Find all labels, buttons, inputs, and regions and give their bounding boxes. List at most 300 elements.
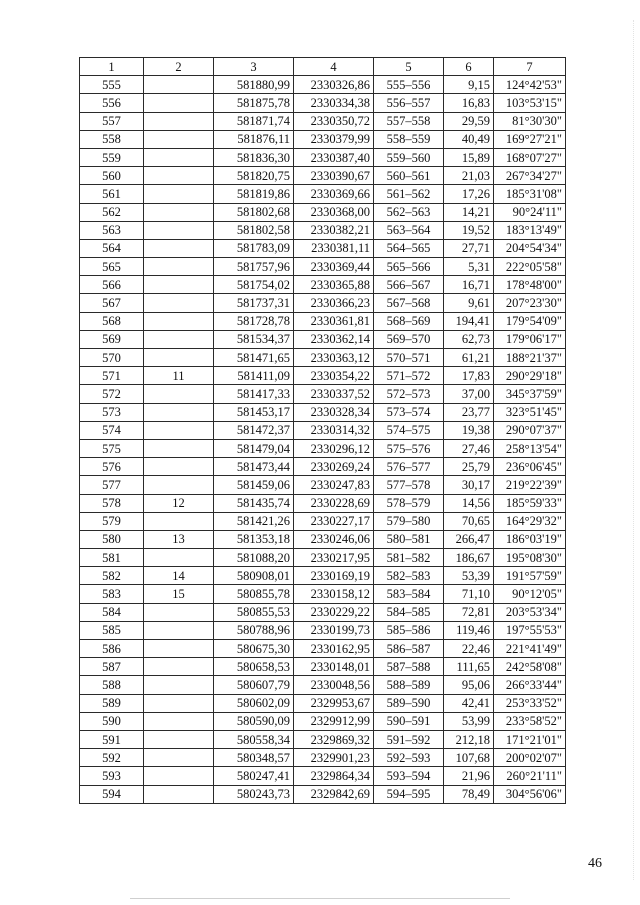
turning-point-cell [144,258,214,276]
segment-cell: 594–595 [374,785,444,803]
y-coordinate-cell: 2330169,19 [294,567,374,585]
direction-angle-cell: 191°57'59" [494,567,566,585]
direction-angle-cell: 188°21'37" [494,349,566,367]
direction-angle-cell: 185°59'33" [494,494,566,512]
direction-angle-cell: 169°27'21" [494,130,566,148]
point-number-cell: 589 [80,694,144,712]
x-coordinate-cell: 581875,78 [214,94,294,112]
distance-cell: 29,59 [444,112,494,130]
table-row [80,130,566,148]
table-row [80,676,566,694]
point-number-cell: 572 [80,385,144,403]
margin-scan-artifact [632,20,634,880]
y-coordinate-cell: 2330387,40 [294,148,374,166]
y-coordinate-cell: 2330246,06 [294,530,374,548]
column-header-7: 7 [494,58,566,76]
y-coordinate-cell: 2330228,69 [294,494,374,512]
y-coordinate-cell: 2330048,56 [294,676,374,694]
turning-point-cell [144,203,214,221]
y-coordinate-cell: 2330158,12 [294,585,374,603]
point-number-cell: 577 [80,476,144,494]
point-number-cell: 570 [80,349,144,367]
distance-cell: 14,56 [444,494,494,512]
segment-cell: 571–572 [374,367,444,385]
segment-cell: 567–568 [374,294,444,312]
y-coordinate-cell: 2330314,32 [294,421,374,439]
turning-point-cell [144,785,214,803]
turning-point-cell [144,458,214,476]
coordinates-table [79,57,566,804]
point-number-cell: 578 [80,494,144,512]
point-number-cell: 555 [80,76,144,94]
x-coordinate-cell: 581411,09 [214,367,294,385]
y-coordinate-cell: 2330269,24 [294,458,374,476]
segment-cell: 581–582 [374,549,444,567]
table-row [80,294,566,312]
x-coordinate-cell: 580602,09 [214,694,294,712]
point-number-cell: 569 [80,330,144,348]
distance-cell: 95,06 [444,676,494,694]
x-coordinate-cell: 581459,06 [214,476,294,494]
turning-point-cell [144,130,214,148]
distance-cell: 72,81 [444,603,494,621]
distance-cell: 21,96 [444,767,494,785]
x-coordinate-cell: 580658,53 [214,658,294,676]
table-row [80,621,566,639]
turning-point-cell [144,712,214,730]
turning-point-cell [144,221,214,239]
turning-point-cell [144,476,214,494]
x-coordinate-cell: 581737,31 [214,294,294,312]
direction-angle-cell: 195°08'30" [494,549,566,567]
table-row [80,221,566,239]
x-coordinate-cell: 581757,96 [214,258,294,276]
y-coordinate-cell: 2330334,38 [294,94,374,112]
direction-angle-cell: 183°13'49" [494,221,566,239]
y-coordinate-cell: 2330326,86 [294,76,374,94]
direction-angle-cell: 236°06'45" [494,458,566,476]
x-coordinate-cell: 580558,34 [214,730,294,748]
direction-angle-cell: 171°21'01" [494,730,566,748]
segment-cell: 560–561 [374,167,444,185]
x-coordinate-cell: 580675,30 [214,640,294,658]
direction-angle-cell: 200°02'07" [494,749,566,767]
segment-cell: 591–592 [374,730,444,748]
direction-angle-cell: 178°48'00" [494,276,566,294]
turning-point-cell: 13 [144,530,214,548]
segment-cell: 573–574 [374,403,444,421]
turning-point-cell [144,549,214,567]
table-row [80,712,566,730]
direction-angle-cell: 179°06'17" [494,330,566,348]
table-row [80,330,566,348]
segment-cell: 557–558 [374,112,444,130]
turning-point-cell: 12 [144,494,214,512]
table-row [80,367,566,385]
column-header-5: 5 [374,58,444,76]
distance-cell: 40,49 [444,130,494,148]
x-coordinate-cell: 581802,58 [214,221,294,239]
distance-cell: 61,21 [444,349,494,367]
turning-point-cell [144,658,214,676]
point-number-cell: 574 [80,421,144,439]
point-number-cell: 583 [80,585,144,603]
table-row [80,458,566,476]
point-number-cell: 594 [80,785,144,803]
turning-point-cell: 11 [144,367,214,385]
table-row [80,530,566,548]
point-number-cell: 584 [80,603,144,621]
table-body [80,76,566,804]
x-coordinate-cell: 581728,78 [214,312,294,330]
distance-cell: 37,00 [444,385,494,403]
table-row [80,148,566,166]
y-coordinate-cell: 2330365,88 [294,276,374,294]
y-coordinate-cell: 2330337,52 [294,385,374,403]
distance-cell: 186,67 [444,549,494,567]
direction-angle-cell: 290°29'18" [494,367,566,385]
point-number-cell: 556 [80,94,144,112]
table-row [80,112,566,130]
x-coordinate-cell: 581534,37 [214,330,294,348]
point-number-cell: 588 [80,676,144,694]
point-number-cell: 590 [80,712,144,730]
y-coordinate-cell: 2330366,23 [294,294,374,312]
direction-angle-cell: 266°33'44" [494,676,566,694]
direction-angle-cell: 345°37'59" [494,385,566,403]
point-number-cell: 591 [80,730,144,748]
turning-point-cell [144,385,214,403]
x-coordinate-cell: 581473,44 [214,458,294,476]
table-row [80,640,566,658]
turning-point-cell: 15 [144,585,214,603]
segment-cell: 585–586 [374,621,444,639]
distance-cell: 21,03 [444,167,494,185]
table-row [80,694,566,712]
point-number-cell: 566 [80,276,144,294]
point-number-cell: 592 [80,749,144,767]
table-row [80,258,566,276]
point-number-cell: 576 [80,458,144,476]
segment-cell: 570–571 [374,349,444,367]
direction-angle-cell: 204°54'34" [494,239,566,257]
turning-point-cell [144,640,214,658]
y-coordinate-cell: 2330379,99 [294,130,374,148]
y-coordinate-cell: 2329842,69 [294,785,374,803]
point-number-cell: 567 [80,294,144,312]
distance-cell: 212,18 [444,730,494,748]
distance-cell: 16,71 [444,276,494,294]
turning-point-cell [144,421,214,439]
y-coordinate-cell: 2329864,34 [294,767,374,785]
y-coordinate-cell: 2330148,01 [294,658,374,676]
table-row [80,76,566,94]
x-coordinate-cell: 581472,37 [214,421,294,439]
direction-angle-cell: 219°22'39" [494,476,566,494]
segment-cell: 580–581 [374,530,444,548]
turning-point-cell [144,312,214,330]
point-number-cell: 559 [80,148,144,166]
segment-cell: 574–575 [374,421,444,439]
segment-cell: 564–565 [374,239,444,257]
turning-point-cell [144,512,214,530]
y-coordinate-cell: 2330296,12 [294,439,374,457]
segment-cell: 555–556 [374,76,444,94]
y-coordinate-cell: 2330361,81 [294,312,374,330]
table-row [80,439,566,457]
table-row [80,767,566,785]
x-coordinate-cell: 580243,73 [214,785,294,803]
distance-cell: 27,46 [444,439,494,457]
turning-point-cell [144,749,214,767]
y-coordinate-cell: 2330350,72 [294,112,374,130]
distance-cell: 194,41 [444,312,494,330]
distance-cell: 78,49 [444,785,494,803]
table-row [80,476,566,494]
point-number-cell: 571 [80,367,144,385]
distance-cell: 111,65 [444,658,494,676]
segment-cell: 587–588 [374,658,444,676]
y-coordinate-cell: 2330199,73 [294,621,374,639]
table-row [80,203,566,221]
y-coordinate-cell: 2329912,99 [294,712,374,730]
direction-angle-cell: 164°29'32" [494,512,566,530]
direction-angle-cell: 267°34'27" [494,167,566,185]
segment-cell: 583–584 [374,585,444,603]
table-row [80,658,566,676]
segment-cell: 569–570 [374,330,444,348]
table-row [80,730,566,748]
y-coordinate-cell: 2330368,00 [294,203,374,221]
segment-cell: 592–593 [374,749,444,767]
turning-point-cell [144,621,214,639]
point-number-cell: 561 [80,185,144,203]
table-row [80,94,566,112]
distance-cell: 30,17 [444,476,494,494]
direction-angle-cell: 253°33'52" [494,694,566,712]
column-header-1: 1 [80,58,144,76]
x-coordinate-cell: 581871,74 [214,112,294,130]
direction-angle-cell: 81°30'30" [494,112,566,130]
segment-cell: 558–559 [374,130,444,148]
segment-cell: 579–580 [374,512,444,530]
x-coordinate-cell: 581802,68 [214,203,294,221]
turning-point-cell [144,694,214,712]
x-coordinate-cell: 581088,20 [214,549,294,567]
direction-angle-cell: 233°58'52" [494,712,566,730]
distance-cell: 19,38 [444,421,494,439]
segment-cell: 575–576 [374,439,444,457]
direction-angle-cell: 221°41'49" [494,640,566,658]
segment-cell: 572–573 [374,385,444,403]
segment-cell: 593–594 [374,767,444,785]
y-coordinate-cell: 2330247,83 [294,476,374,494]
x-coordinate-cell: 580590,09 [214,712,294,730]
y-coordinate-cell: 2330381,11 [294,239,374,257]
x-coordinate-cell: 581453,17 [214,403,294,421]
y-coordinate-cell: 2330382,21 [294,221,374,239]
distance-cell: 14,21 [444,203,494,221]
footer-rule [130,898,510,899]
point-number-cell: 558 [80,130,144,148]
direction-angle-cell: 323°51'45" [494,403,566,421]
table-row [80,512,566,530]
y-coordinate-cell: 2330390,67 [294,167,374,185]
table-row [80,349,566,367]
turning-point-cell [144,185,214,203]
distance-cell: 42,41 [444,694,494,712]
direction-angle-cell: 168°07'27" [494,148,566,166]
segment-cell: 589–590 [374,694,444,712]
turning-point-cell [144,239,214,257]
table-row [80,421,566,439]
segment-cell: 590–591 [374,712,444,730]
x-coordinate-cell: 581417,33 [214,385,294,403]
y-coordinate-cell: 2330217,95 [294,549,374,567]
direction-angle-cell: 179°54'09" [494,312,566,330]
turning-point-cell [144,767,214,785]
direction-angle-cell: 90°12'05" [494,585,566,603]
x-coordinate-cell: 581421,26 [214,512,294,530]
x-coordinate-cell: 580908,01 [214,567,294,585]
y-coordinate-cell: 2330354,22 [294,367,374,385]
table-row [80,385,566,403]
point-number-cell: 575 [80,439,144,457]
direction-angle-cell: 222°05'58" [494,258,566,276]
segment-cell: 561–562 [374,185,444,203]
direction-angle-cell: 258°13'54" [494,439,566,457]
direction-angle-cell: 103°53'15" [494,94,566,112]
distance-cell: 71,10 [444,585,494,603]
distance-cell: 23,77 [444,403,494,421]
x-coordinate-cell: 580247,41 [214,767,294,785]
table-row [80,749,566,767]
x-coordinate-cell: 581353,18 [214,530,294,548]
table-header-row [80,58,566,76]
x-coordinate-cell: 581819,86 [214,185,294,203]
x-coordinate-cell: 581435,74 [214,494,294,512]
distance-cell: 17,26 [444,185,494,203]
table-row [80,585,566,603]
y-coordinate-cell: 2329869,32 [294,730,374,748]
point-number-cell: 565 [80,258,144,276]
distance-cell: 62,73 [444,330,494,348]
x-coordinate-cell: 580607,79 [214,676,294,694]
table-row [80,403,566,421]
turning-point-cell [144,294,214,312]
x-coordinate-cell: 580788,96 [214,621,294,639]
distance-cell: 17,83 [444,367,494,385]
point-number-cell: 580 [80,530,144,548]
turning-point-cell: 14 [144,567,214,585]
distance-cell: 16,83 [444,94,494,112]
turning-point-cell [144,403,214,421]
segment-cell: 559–560 [374,148,444,166]
column-header-6: 6 [444,58,494,76]
point-number-cell: 560 [80,167,144,185]
direction-angle-cell: 290°07'37" [494,421,566,439]
point-number-cell: 557 [80,112,144,130]
table-row [80,567,566,585]
turning-point-cell [144,148,214,166]
point-number-cell: 568 [80,312,144,330]
x-coordinate-cell: 581754,02 [214,276,294,294]
x-coordinate-cell: 581876,11 [214,130,294,148]
y-coordinate-cell: 2329953,67 [294,694,374,712]
turning-point-cell [144,676,214,694]
segment-cell: 562–563 [374,203,444,221]
column-header-2: 2 [144,58,214,76]
x-coordinate-cell: 581479,04 [214,439,294,457]
segment-cell: 556–557 [374,94,444,112]
turning-point-cell [144,439,214,457]
turning-point-cell [144,94,214,112]
distance-cell: 70,65 [444,512,494,530]
direction-angle-cell: 203°53'34" [494,603,566,621]
table-row [80,549,566,567]
distance-cell: 15,89 [444,148,494,166]
x-coordinate-cell: 581820,75 [214,167,294,185]
distance-cell: 25,79 [444,458,494,476]
turning-point-cell [144,603,214,621]
point-number-cell: 587 [80,658,144,676]
page-number: 46 [588,856,602,871]
table-row [80,185,566,203]
segment-cell: 586–587 [374,640,444,658]
direction-angle-cell: 124°42'53" [494,76,566,94]
table-row [80,494,566,512]
y-coordinate-cell: 2329901,23 [294,749,374,767]
y-coordinate-cell: 2330328,34 [294,403,374,421]
point-number-cell: 563 [80,221,144,239]
direction-angle-cell: 304°56'06" [494,785,566,803]
direction-angle-cell: 242°58'08" [494,658,566,676]
distance-cell: 5,31 [444,258,494,276]
point-number-cell: 581 [80,549,144,567]
direction-angle-cell: 207°23'30" [494,294,566,312]
distance-cell: 22,46 [444,640,494,658]
table-row [80,312,566,330]
direction-angle-cell: 185°31'08" [494,185,566,203]
segment-cell: 568–569 [374,312,444,330]
distance-cell: 53,99 [444,712,494,730]
distance-cell: 19,52 [444,221,494,239]
segment-cell: 565–566 [374,258,444,276]
distance-cell: 119,46 [444,621,494,639]
y-coordinate-cell: 2330227,17 [294,512,374,530]
segment-cell: 578–579 [374,494,444,512]
distance-cell: 107,68 [444,749,494,767]
y-coordinate-cell: 2330162,95 [294,640,374,658]
turning-point-cell [144,276,214,294]
direction-angle-cell: 186°03'19" [494,530,566,548]
y-coordinate-cell: 2330362,14 [294,330,374,348]
direction-angle-cell: 260°21'11" [494,767,566,785]
direction-angle-cell: 197°55'53" [494,621,566,639]
segment-cell: 577–578 [374,476,444,494]
point-number-cell: 579 [80,512,144,530]
segment-cell: 576–577 [374,458,444,476]
point-number-cell: 585 [80,621,144,639]
x-coordinate-cell: 581836,30 [214,148,294,166]
segment-cell: 566–567 [374,276,444,294]
table-row [80,276,566,294]
turning-point-cell [144,349,214,367]
distance-cell: 27,71 [444,239,494,257]
distance-cell: 9,15 [444,76,494,94]
point-number-cell: 564 [80,239,144,257]
column-header-3: 3 [214,58,294,76]
